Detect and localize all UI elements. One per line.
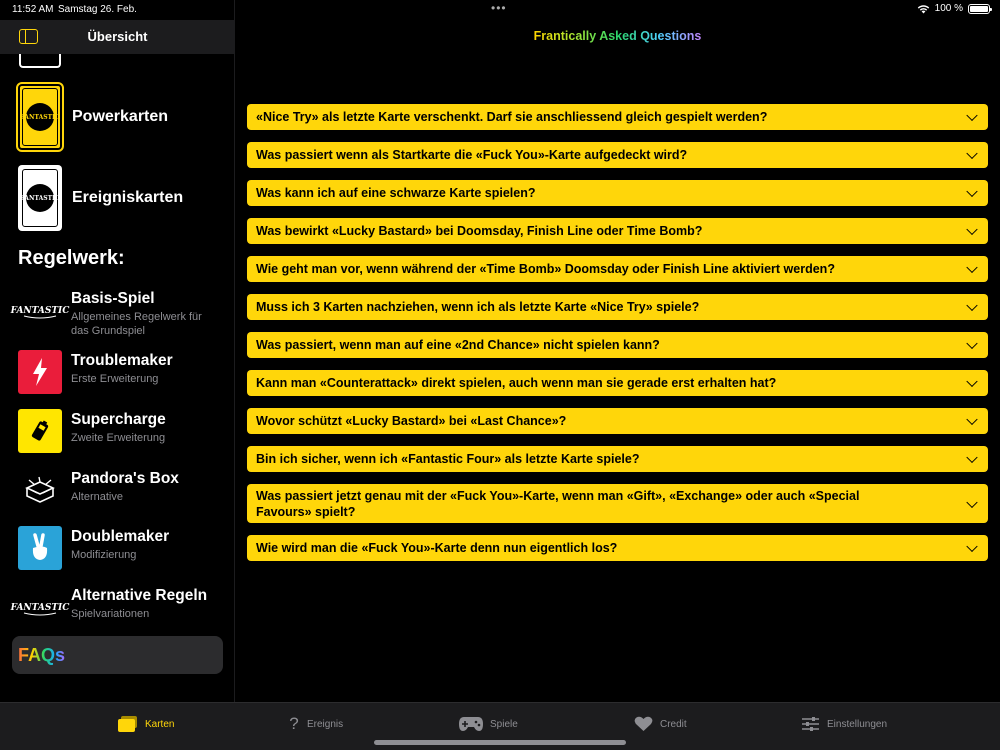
- battery-icon: [968, 4, 990, 14]
- sidebar-item-pandoras-box[interactable]: [18, 468, 228, 514]
- chevron-down-icon: [966, 496, 977, 507]
- section-heading-regelwerk: Regelwerk:: [18, 247, 125, 269]
- chevron-down-icon: [966, 224, 977, 235]
- faq-question: Wie geht man vor, wenn während der «Time Bomb» Doomsday oder Finish Line aktiviert werden?: [256, 262, 835, 276]
- status-bar: [0, 0, 1000, 20]
- svg-text:FANTASTIC: FANTASTIC: [10, 603, 70, 613]
- faq-question: «Nice Try» als letzte Karte verschenkt. Darf sie anschliessend gleich gespielt werden?: [256, 110, 768, 124]
- chevron-down-icon: [966, 262, 977, 273]
- rule-subtitle: Allgemeines Regelwerk für das Grundspiel: [71, 311, 202, 337]
- sidebar-item-troublemaker[interactable]: [18, 350, 228, 396]
- status-time: 11:52 AM: [12, 4, 54, 15]
- rule-title: Basis-Spiel: [71, 290, 155, 307]
- faq-item[interactable]: [247, 104, 988, 130]
- sidebar-item-label: Ereigniskarten: [72, 189, 184, 206]
- faq-item[interactable]: [247, 446, 988, 472]
- battery-percent: 100 %: [934, 3, 963, 14]
- tab-label: Einstellungen: [827, 718, 888, 730]
- multitasking-dots-icon[interactable]: •••: [491, 1, 507, 15]
- heart-icon: [632, 715, 654, 733]
- tab-spiele[interactable]: [458, 715, 518, 733]
- lightning-icon: [18, 350, 62, 394]
- powerkarten-card-icon: FANTASTIC: [18, 84, 62, 150]
- rule-subtitle: Modifizierung: [71, 549, 137, 561]
- faq-question: Wovor schützt «Lucky Bastard» bei «Last Chance»?: [256, 414, 567, 428]
- tab-label: Ereignis: [307, 718, 344, 730]
- rule-title: Troublemaker: [71, 352, 173, 369]
- chevron-down-icon: [966, 148, 977, 159]
- tab-label: Spiele: [490, 718, 518, 730]
- sliders-icon: [799, 715, 821, 733]
- rule-title: Alternative Regeln: [71, 587, 208, 604]
- rule-subtitle: Alternative: [71, 491, 123, 503]
- cards-icon: [117, 715, 139, 733]
- page-title: Frantically Asked Questions: [533, 29, 702, 43]
- faq-item[interactable]: [247, 535, 988, 561]
- rule-subtitle: Spielvariationen: [71, 608, 150, 620]
- rule-title: Pandora's Box: [71, 470, 179, 487]
- faq-question: Was kann ich auf eine schwarze Karte spielen?: [256, 186, 536, 200]
- wifi-icon: [917, 4, 930, 14]
- faq-list: [247, 104, 988, 573]
- faq-item[interactable]: [247, 370, 988, 396]
- chevron-down-icon: [966, 452, 977, 463]
- faq-item[interactable]: [247, 408, 988, 434]
- rule-title: Doublemaker: [71, 528, 170, 545]
- sidebar-header: [0, 20, 235, 54]
- sidebar: [0, 0, 235, 702]
- chevron-down-icon: [966, 110, 977, 121]
- tab-karten[interactable]: [117, 715, 174, 733]
- question-icon: ?: [289, 714, 299, 733]
- tab-label: Credit: [660, 718, 687, 730]
- faq-item[interactable]: [247, 294, 988, 320]
- battery-icon: [18, 409, 62, 453]
- tab-ereignis[interactable]: [287, 715, 343, 733]
- faq-question: Muss ich 3 Karten nachziehen, wenn ich als letzte Karte «Nice Try» spiele?: [256, 300, 700, 314]
- rule-title: Supercharge: [71, 411, 166, 428]
- tab-label: Karten: [145, 718, 175, 730]
- tab-credit[interactable]: [632, 715, 687, 733]
- faq-item[interactable]: [247, 180, 988, 206]
- chevron-down-icon: [966, 541, 977, 552]
- faq-question: Was passiert jetzt genau mit der «Fuck You»-Karte, wenn man «Gift», «Exchange» oder auch «Special Favours» spielt?: [256, 488, 860, 519]
- sidebar-item-doublemaker[interactable]: [18, 526, 228, 572]
- fantastic-logo-icon: [10, 585, 70, 629]
- sidebar-item-faqs[interactable]: [12, 636, 223, 674]
- sidebar-item-ereigniskarten[interactable]: [18, 165, 183, 231]
- faq-item[interactable]: [247, 142, 988, 168]
- home-indicator[interactable]: [374, 740, 626, 745]
- chevron-down-icon: [966, 414, 977, 425]
- svg-text:FANTASTIC: FANTASTIC: [10, 306, 70, 316]
- faq-question: Kann man «Counterattack» direkt spielen, auch wenn man sie gerade erst erhalten hat?: [256, 376, 777, 390]
- ereigniskarten-card-icon: FANTASTIC: [18, 165, 62, 231]
- faq-question: Wie wird man die «Fuck You»-Karte denn nun eigentlich los?: [256, 541, 618, 555]
- faq-item[interactable]: [247, 256, 988, 282]
- open-box-icon: [18, 468, 62, 512]
- rule-subtitle: Zweite Erweiterung: [71, 432, 166, 444]
- faq-item[interactable]: [247, 218, 988, 244]
- gamepad-icon: [458, 715, 484, 733]
- status-date: Samstag 26. Feb.: [58, 4, 137, 15]
- faq-question: Was bewirkt «Lucky Bastard» bei Doomsday, Finish Line oder Time Bomb?: [256, 224, 703, 238]
- sidebar-title: Übersicht: [87, 29, 148, 44]
- faq-question: Was passiert, wenn man auf eine «2nd Chance» nicht spielen kann?: [256, 338, 660, 352]
- faq-question: Was passiert wenn als Startkarte die «Fuck You»-Karte aufgedeckt wird?: [256, 148, 688, 162]
- peace-hand-icon: [18, 526, 62, 570]
- fantastic-logo-icon: [10, 288, 70, 332]
- faq-item[interactable]: [247, 484, 988, 523]
- sidebar-item-supercharge[interactable]: [18, 409, 228, 455]
- faq-item[interactable]: [247, 332, 988, 358]
- sidebar-item-alternative-regeln[interactable]: [10, 585, 228, 631]
- chevron-down-icon: [966, 186, 977, 197]
- sidebar-item-label: FAQs: [18, 645, 66, 665]
- chevron-down-icon: [966, 300, 977, 311]
- faq-question: Bin ich sicher, wenn ich «Fantastic Four» als letzte Karte spiele?: [256, 452, 640, 466]
- card-thumbnail-partial: [19, 54, 61, 68]
- sidebar-item-label: Powerkarten: [72, 108, 169, 125]
- status-right: [917, 3, 990, 14]
- sidebar-item-powerkarten[interactable]: [18, 84, 168, 150]
- rule-subtitle: Erste Erweiterung: [71, 373, 159, 385]
- chevron-down-icon: [966, 376, 977, 387]
- tab-einstellungen[interactable]: [799, 715, 887, 733]
- chevron-down-icon: [966, 338, 977, 349]
- sidebar-item-basis-spiel[interactable]: [10, 288, 228, 337]
